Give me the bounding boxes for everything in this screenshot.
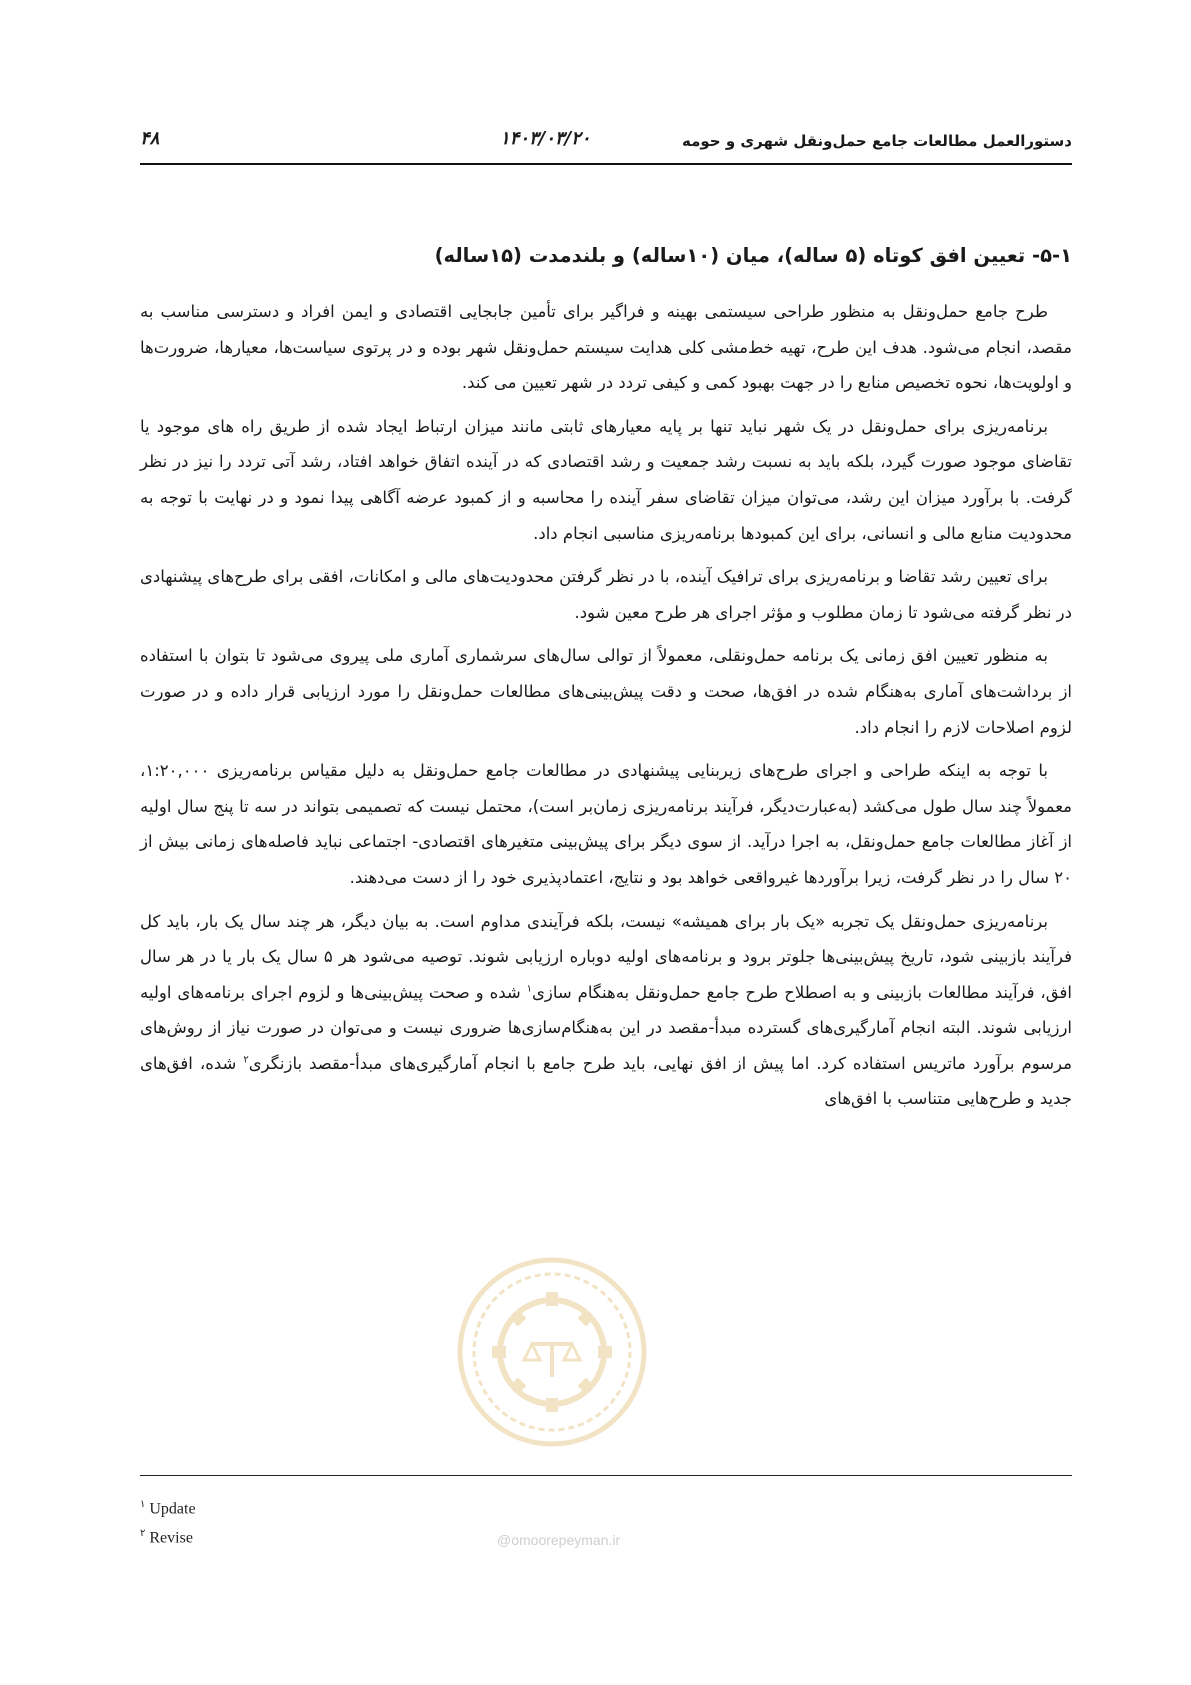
footnote-text: Update [149,1500,196,1518]
paragraph-text: برنامه‌ریزی حمل‌ونقل یک تجربه «یک بار برای همیشه» نیست، بلکه فرآیندی مداوم است. به بیان دیگر، هر چند سال یک بار، باید کل فرآیند بازبینی شود، تاریخ پیش‌بینی‌ها جلوتر برود و برنامه‌های اولیه دوباره ارزیابی شوند. توصیه می‌شود هر ۵ سال یک بار یا در هر سال افق، فرآیند مطالعات بازبینی و به اصطلاح طرح جامع حمل‌ونقل به‌هنگام سازی [140,911,1072,1002]
footnote [140,1490,540,1519]
footnote-text: Revise [149,1529,193,1547]
section-heading: ۵-۱- تعیین افق کوتاه (۵ ساله)، میان (۱۰ساله) و بلندمدت (۱۵ساله) [434,244,1072,267]
paragraph: به منظور تعیین افق زمانی یک برنامه حمل‌ونقلی، معمولاً از توالی سال‌های سرشماری آماری ملی پیروی می‌شود تا بتوان با استفاده از برداشت‌های آماری به‌هنگام شده در افق‌ها، صحت و دقت پیش‌بینی‌های مطالعات حمل‌ونقل را مورد ارزیابی قرار داده و در صورت لزوم اصلاحات لازم را انجام داد. [140,646,1072,737]
watermark-seal-icon [452,1252,652,1452]
page-header [140,128,1072,158]
watermark-text: @omoorepeyman.ir [497,1532,621,1548]
header-date: ۱۴۰۳/۰۳/۲۰ [500,128,591,149]
footnote-mark: ۲ [140,1528,146,1539]
footnote-ref[interactable]: ۲ [243,1054,249,1066]
paragraph-last [140,904,1072,1118]
footnotes [140,1490,540,1548]
header-title: دستورالعمل مطالعات جامع حمل‌ونقل شهری و حومه [682,132,1072,150]
paragraph: برنامه‌ریزی برای حمل‌ونقل در یک شهر نباید تنها بر پایه معیارهای ثابتی مانند میزان ارتباط ایجاد شده از طریق راه های موجود یا تقاضای موجود صورت گیرد، بلکه باید به نسبت رشد جمعیت و رشد اقتصادی که در آینده اتفاق خواهد افتاد، رشد آتی تردد را نیز در نظر گرفت. با برآورد میزان این رشد، می‌توان میزان تقاضای سفر آینده را محاسبه و از کمبود عرضه آگاهی پیدا نمود و در نهایت با توجه به محدودیت منابع مالی و انسانی، برای این کمبودها برنامه‌ریزی مناسبی انجام داد. [140,416,1072,543]
footnote-divider [140,1475,1072,1476]
header-divider [140,163,1072,165]
footnote-ref[interactable]: ۱ [526,983,533,995]
paragraph: برای تعیین رشد تقاضا و برنامه‌ریزی برای ترافیک آینده، با در نظر گرفتن محدودیت‌های مالی و امکانات، افقی برای طرح‌های پیشنهادی در نظر گرفته می‌شود تا زمان مطلوب و مؤثر اجرای هر طرح معین شود. [140,567,1072,622]
footnote [140,1519,540,1548]
paragraph: طرح جامع حمل‌ونقل به منظور طراحی سیستمی بهینه و فراگیر برای تأمین جابجایی اقتصادی و ایمن افراد و دسترسی مناسب به مقصد، انجام می‌شود. هدف این طرح، تهیه خط‌مشی کلی هدایت سیستم حمل‌ونقل شهر بوده و در پرتوی سیاست‌ها، معیارها، ضرورت‌ها و اولویت‌ها، نحوه تخصیص منابع را در جهت بهبود کمی و کیفی تردد در شهر تعیین می کند. [140,302,1072,393]
paragraph: با توجه به اینکه طراحی و اجرای طرح‌های زیربنایی پیشنهادی در مطالعات جامع حمل‌ونقل به دلیل مقیاس برنامه‌ریزی ۱:۲۰,۰۰۰، معمولاً چند سال طول می‌کشد (به‌عبارت‌دیگر، فرآیند برنامه‌ریزی زمان‌بر است)، محتمل نیست که تصمیمی بتواند در سه تا پنج سال اولیه از آغاز مطالعات جامع حمل‌ونقل، به اجرا درآید. از سوی دیگر برای پیش‌بینی متغیرهای اقتصادی- اجتماعی نباید فاصله‌های زمانی بیش از ۲۰ سال را در نظر گرفت، زیرا برآوردها غیرواقعی خواهد بود و نتایج، اعتمادپذیری خود را از دست می‌دهند. [140,761,1072,887]
footnote-mark: ۱ [140,1499,146,1510]
body-text [140,294,1072,1125]
paragraph-text: شده، افق‌های جدید و طرح‌هایی متناسب با افق‌های [140,1053,1072,1109]
paragraph-text: شده و صحت پیش‌بینی‌ها و لزوم اجرای برنامه‌های اولیه ارزیابی شوند. البته انجام آمارگیری‌های گسترده مبدأ-مقصد در این به‌هنگام‌سازی‌ها ضروری نیست و می‌توان در صورت نیاز از روش‌های مرسوم برآورد ماتریس استفاده کرد. اما پیش از افق نهایی، باید طرح جامع با انجام آمارگیری‌های مبدأ-مقصد بازنگری [140,982,1072,1073]
page-number: ۴۸ [140,128,160,149]
